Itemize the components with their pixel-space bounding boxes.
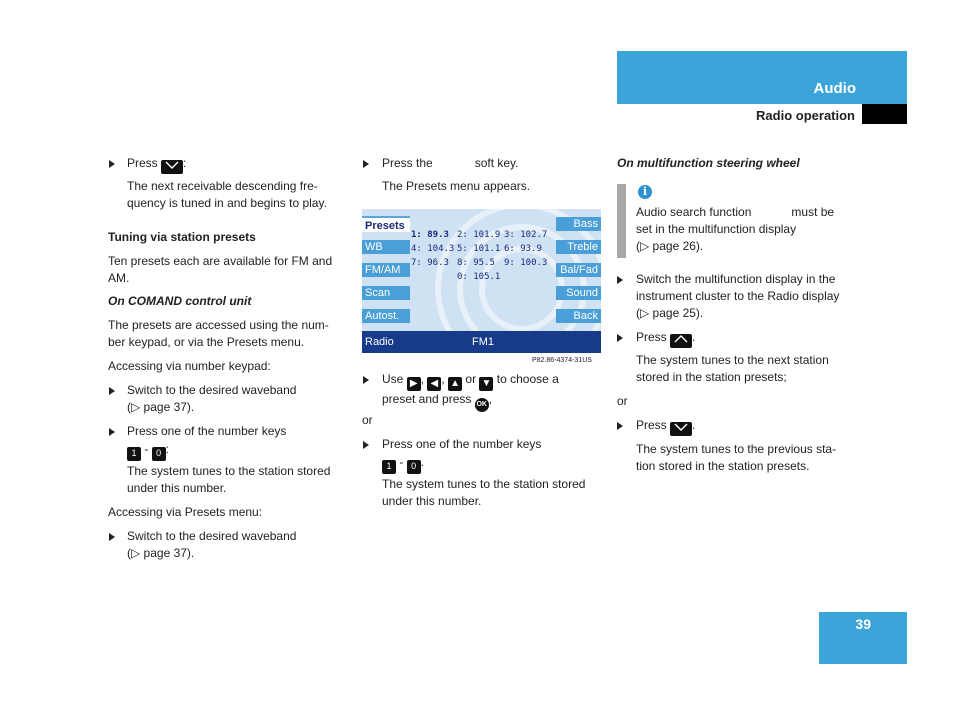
bullet-icon [109, 387, 115, 395]
key-one-icon: 1 [382, 460, 396, 474]
step: Switch the multifunction display in the instrument cluster to the Radio display (▷ page 25). [636, 272, 840, 320]
subsection-marker [862, 104, 907, 124]
ok-icon: OK [475, 398, 489, 412]
paragraph: The Presets menu appears. [382, 179, 531, 193]
paragraph: Accessing via Presets menu: [108, 505, 263, 519]
bullet-icon [109, 160, 115, 168]
chevron-up-icon [670, 334, 692, 348]
info-icon: i [638, 185, 652, 199]
preset-3: 3: 102.7 [504, 230, 548, 240]
triangle-right-icon: ▶ [407, 377, 421, 391]
step: Press . [636, 329, 695, 348]
figure-caption: P82.86-4374-31US [532, 357, 592, 364]
page-number: 39 [855, 616, 871, 632]
triangle-left-icon: ◀ [427, 377, 441, 391]
preset-7: 7: 96.3 [411, 258, 449, 268]
key-zero-icon: 0 [152, 447, 166, 461]
key-zero-icon: 0 [407, 460, 421, 474]
preset-5: 5: 101.1 [457, 244, 501, 254]
step: Press one of the number keys 1 - 0 . [382, 436, 541, 474]
screen-scan-button: Scan [362, 286, 410, 300]
paragraph: The system tunes to the previous sta- tion stored in the station presets. [636, 442, 837, 473]
screen-presets-tab: Presets [362, 216, 410, 232]
chevron-down-icon [670, 422, 692, 436]
bullet-icon [617, 334, 623, 342]
chevron-down-icon [161, 160, 183, 174]
paragraph: Ten presets each are available for FM and AM. [108, 254, 333, 285]
preset-2: 2: 101.9 [457, 230, 501, 240]
screen-wb-button: WB [362, 240, 410, 254]
paragraph: Accessing via number keypad: [108, 359, 271, 373]
triangle-down-icon: ▼ [479, 377, 493, 391]
info-bar [617, 184, 626, 258]
preset-1: 1: 89.3 [411, 230, 449, 240]
step: Switch to the desired waveband (▷ page 37). [127, 383, 297, 414]
step: Press : [127, 155, 186, 174]
screen-autost-button: Autost. [362, 309, 410, 323]
bullet-icon [617, 422, 623, 430]
paragraph: The system tunes to the next station stored in the station presets; [636, 353, 829, 384]
heading: Tuning via station presets [108, 230, 256, 244]
preset-4: 4: 104.3 [411, 244, 455, 254]
subsection-title: Radio operation [756, 108, 855, 123]
bullet-icon [363, 376, 369, 384]
bullet-icon [109, 533, 115, 541]
bullet-icon [109, 428, 115, 436]
preset-9: 9: 100.3 [504, 258, 548, 268]
subheading: On COMAND control unit [108, 294, 252, 308]
bullet-icon [617, 276, 623, 284]
screen-status-bar: Radio FM1 [362, 331, 601, 353]
subheading: On multifunction steering wheel [617, 156, 800, 170]
key-one-icon: 1 [127, 447, 141, 461]
step: Switch to the desired waveband (▷ page 37). [127, 529, 297, 560]
header-bar [617, 51, 907, 104]
paragraph: The next receivable descending fre- quency is tuned in and begins to play. [127, 179, 327, 210]
section-title: Audio [813, 80, 856, 97]
bullet-icon [363, 160, 369, 168]
info-note: Audio search function must be set in the multifunction display (▷ page 26). [636, 205, 835, 253]
paragraph: The presets are accessed using the num- ber keypad, or via the Presets menu. [108, 318, 329, 349]
triangle-up-icon: ▲ [448, 377, 462, 391]
bullet-icon [363, 441, 369, 449]
step: Press . [636, 417, 695, 436]
preset-6: 6: 93.9 [504, 244, 542, 254]
screen-fmam-button: FM/AM [362, 263, 410, 277]
paragraph: The system tunes to the station stored under this number. [382, 477, 586, 508]
screen-treble-button: Treble [556, 240, 601, 254]
step: Press the soft key. [382, 156, 519, 170]
screen-back-button: Back [556, 309, 601, 323]
step: Use ▶ , ◀ , ▲ or ▼ to choose a preset and press OK , [382, 371, 559, 412]
preset-0: 0: 105.1 [457, 272, 501, 282]
paragraph: The system tunes to the station stored under this number. [127, 464, 331, 495]
screen-balfad-button: Bal/Fad [556, 263, 601, 277]
step: Press one of the number keys 1 - 0 : [127, 423, 286, 461]
presets-menu-screen [362, 209, 601, 353]
or-text: or [362, 413, 373, 427]
screen-bass-button: Bass [556, 217, 601, 231]
preset-8: 8: 95.5 [457, 258, 495, 268]
or-text: or [617, 394, 628, 408]
screen-sound-button: Sound [556, 286, 601, 300]
